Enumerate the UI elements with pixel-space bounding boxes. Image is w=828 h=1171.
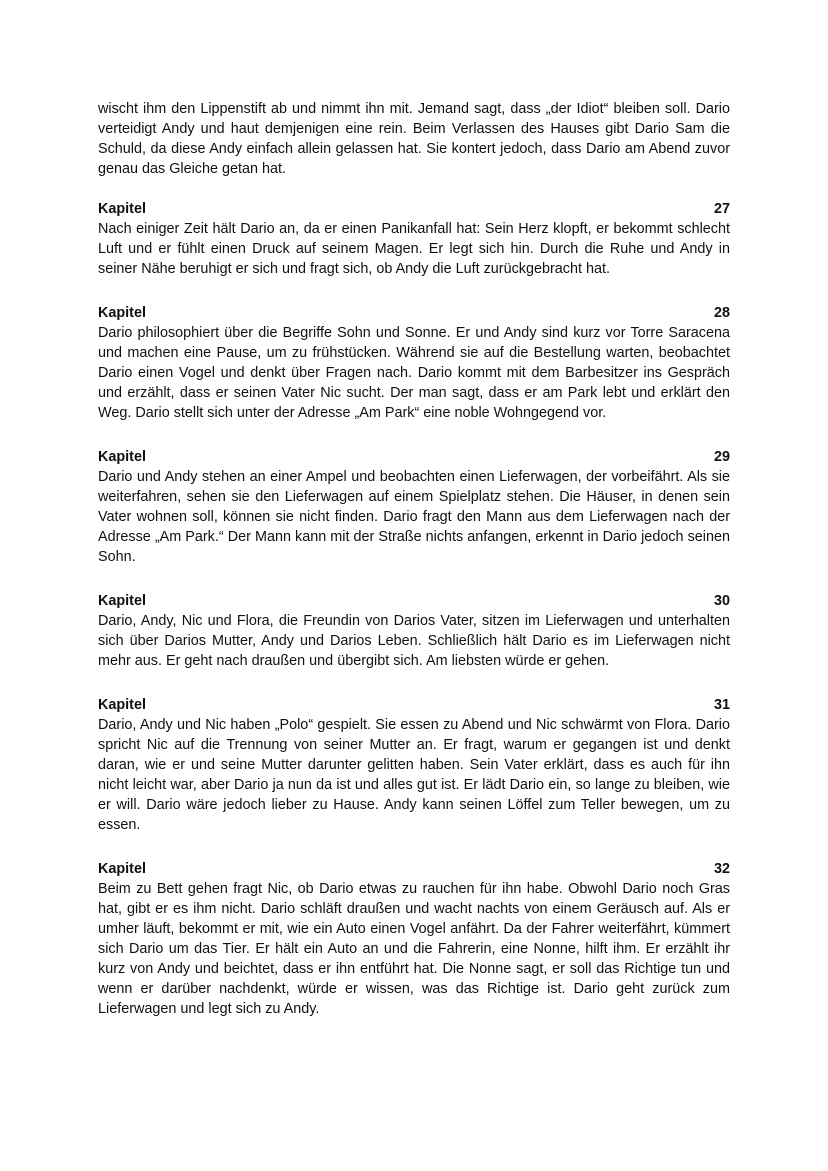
chapter-label: Kapitel (98, 861, 146, 877)
chapter-text: Dario und Andy stehen an einer Ampel und beobachten einen Lieferwagen, der vorbeifährt. Als sie weiterfahren, sehen sie den Lieferwagen auf einem Spielplatz stehen. Die Häuser, in denen sein Vater wohnen soll, können sie nicht finden. Dario fragt den Mann aus dem Lieferwagen nach der Adresse „Am Park.“ Der Mann kann mit der Straße nichts anfangen, erkennt in Dario jedoch seinen Sohn. (98, 469, 730, 565)
chapter-number: 32 (713, 861, 730, 877)
intro-paragraph: wischt ihm den Lippenstift ab und nimmt ihn mit. Jemand sagt, dass „der Idiot“ bleiben soll. Dario verteidigt Andy und haut demjenigen eine rein. Beim Verlassen des Hauses gibt Dario Sam die Schuld, da diese Andy einfach allein gelassen hat. Sie kontert jedoch, dass Dario am Abend zuvor genau das Gleiche getan hat. (98, 101, 730, 177)
chapter-27 (98, 199, 730, 279)
chapter-number: 28 (713, 305, 730, 321)
chapter-heading (98, 859, 730, 879)
chapter-label: Kapitel (98, 305, 146, 321)
chapter-30 (98, 591, 730, 671)
chapter-label: Kapitel (98, 697, 146, 713)
chapter-29 (98, 447, 730, 567)
chapter-text: Dario, Andy, Nic und Flora, die Freundin von Darios Vater, sitzen im Lieferwagen und unterhalten sich über Darios Mutter, Andy und Darios Leben. Schließlich hält Dario es im Lieferwagen nicht mehr aus. Er geht nach draußen und übergibt sich. Am liebsten würde er gehen. (98, 613, 730, 669)
document-page (98, 99, 730, 1019)
chapter-number: 27 (713, 201, 730, 217)
chapter-31 (98, 695, 730, 835)
chapter-text: Dario philosophiert über die Begriffe Sohn und Sonne. Er und Andy sind kurz vor Torre Saracena und machen eine Pause, um zu frühstücken. Während sie auf die Bestellung warten, beobachtet Dario einen Vogel und denkt über Fragen nach. Dario kommt mit dem Barbesitzer ins Gespräch und erzählt, dass er seinen Vater Nic sucht. Der man sagt, dass er am Park lebt und erklärt den Weg. Dario stellt sich unter der Adresse „Am Park“ eine noble Wohngegend vor. (98, 325, 730, 421)
chapter-text: Dario, Andy und Nic haben „Polo“ gespielt. Sie essen zu Abend und Nic schwärmt von Flora. Dario spricht Nic auf die Trennung von seiner Mutter an. Er fragt, warum er gegangen ist und denkt daran, wie er und seine Mutter darunter gelitten haben. Sein Vater erklärt, dass es auch für ihn nicht leicht war, aber Dario ja nun da ist und alles gut ist. Er lädt Dario ein, so lange zu bleiben, wie er will. Dario wäre jedoch lieber zu Hause. Andy kann seinen Löffel zum Teller bewegen, um zu essen. (98, 717, 730, 833)
chapter-heading (98, 695, 730, 715)
chapter-32 (98, 859, 730, 1019)
chapter-number: 30 (713, 593, 730, 609)
chapter-label: Kapitel (98, 449, 146, 465)
chapter-text: Beim zu Bett gehen fragt Nic, ob Dario etwas zu rauchen für ihn habe. Obwohl Dario noch Gras hat, gibt er es ihm nicht. Dario schläft draußen und wacht nachts von einem Geräusch auf. Als er umher läuft, bekommt er mit, wie ein Auto einen Vogel anfährt. Da der Fahrer weiterfährt, kümmert sich Dario um das Tier. Er hält ein Auto an und die Fahrerin, eine Nonne, hilft ihm. Er erzählt ihr kurz von Andy und beichtet, dass er ihn entführt hat. Die Nonne sagt, er soll das Richtige tun und wenn er darüber nachdenkt, würde er wissen, was das Richtige ist. Dario geht zurück zum Lieferwagen und legt sich zu Andy. (98, 881, 730, 1017)
chapter-text: Nach einiger Zeit hält Dario an, da er einen Panikanfall hat: Sein Herz klopft, er bekommt schlecht Luft und er fühlt einen Druck auf seinem Magen. Er legt sich hin. Durch die Ruhe und Andy in seiner Nähe beruhigt er sich und fragt sich, ob Andy die Luft zurückgebracht hat. (98, 221, 730, 277)
chapter-heading (98, 303, 730, 323)
chapter-label: Kapitel (98, 593, 146, 609)
chapter-28 (98, 303, 730, 423)
chapter-number: 29 (713, 449, 730, 465)
chapter-number: 31 (713, 697, 730, 713)
chapter-label: Kapitel (98, 201, 146, 217)
chapter-heading (98, 591, 730, 611)
chapter-heading (98, 199, 730, 219)
chapter-heading (98, 447, 730, 467)
